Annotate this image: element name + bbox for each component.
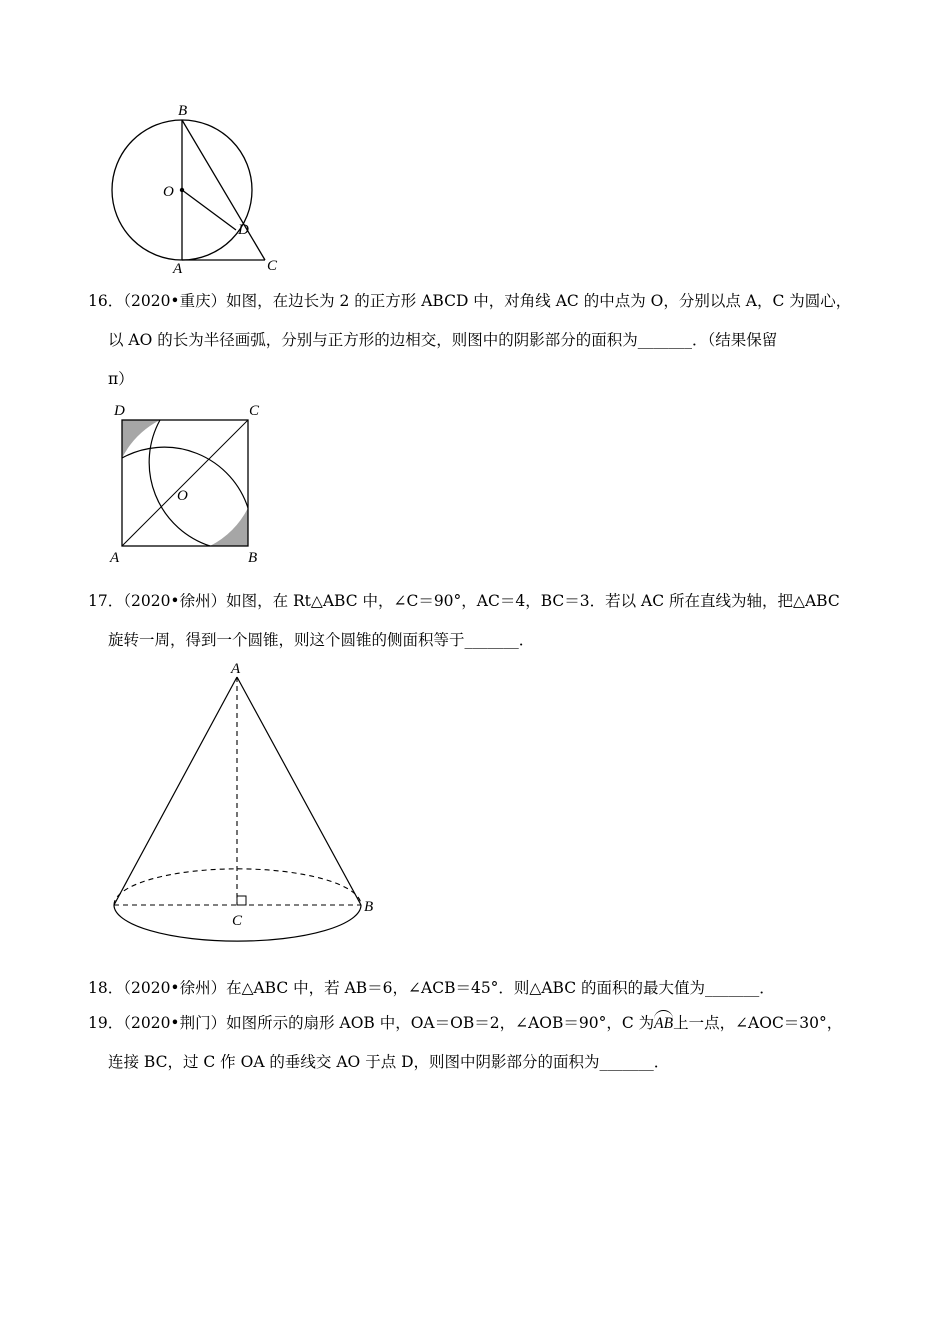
q16-line1 [88, 290, 851, 312]
label-o: O [177, 488, 188, 504]
diagonal-ac [122, 420, 248, 546]
q19-line1 [88, 1012, 842, 1035]
q17-line1 [88, 590, 840, 612]
label-c: C [232, 913, 243, 929]
center-dot [180, 188, 184, 192]
figure-square-arcs [108, 400, 278, 568]
slant-left [114, 677, 237, 905]
q19-number: 19． [88, 1014, 124, 1032]
q19-text-2: 连接 BC，过 C 作 OA 的垂线交 AO 于点 D，则图中阴影部分的面积为_______． [108, 1053, 670, 1071]
label-d: D [114, 403, 125, 419]
right-angle-mark [237, 896, 246, 905]
q16-text-2: 以 AO 的长为半径画弧，分别与正方形的边相交，则图中的阴影部分的面积为_______．（结果保留 [108, 331, 778, 349]
q18-line1 [88, 977, 775, 999]
label-c: C [249, 403, 260, 419]
q16-number: 16． [88, 292, 124, 310]
label-o: O [163, 184, 174, 200]
q16-text-1: （2020•重庆）如图，在边长为 2 的正方形 ABCD 中，对角线 AC 的中点为 O，分别以点 A，C 为圆心， [123, 292, 852, 310]
q16-line2 [108, 329, 777, 351]
label-a: A [231, 661, 241, 677]
label-c: C [267, 258, 278, 274]
label-a: A [173, 261, 183, 277]
q18-number: 18． [88, 979, 124, 997]
q17-line2 [108, 629, 534, 651]
shaded-region-top-left [122, 420, 160, 458]
q19-text-1b: 上一点，∠AOC＝30°， [673, 1014, 843, 1032]
q16-line3 [108, 368, 134, 390]
q19-line2 [108, 1051, 669, 1073]
q19-text-1a: （2020•荆门）如图所示的扇形 AOB 中，OA＝OB＝2，∠AOB＝90°，C 为 [123, 1014, 655, 1032]
label-b: B [248, 550, 258, 566]
label-d: D [238, 222, 249, 238]
q17-text-2: 旋转一周，得到一个圆锥，则这个圆锥的侧面积等于_______． [108, 631, 535, 649]
label-b: B [178, 103, 188, 119]
figure-circle-tangent [100, 98, 290, 280]
q17-text-1: （2020•徐州）如图，在 Rt△ABC 中，∠C＝90°，AC＝4，BC＝3．若以 AC 所在直线为轴，把△ABC [123, 592, 840, 610]
arc-center-c [149, 420, 210, 546]
slant-right [237, 677, 361, 905]
q17-number: 17． [88, 592, 124, 610]
arc-ab-symbol: AB [654, 1013, 673, 1035]
label-a: A [110, 550, 120, 566]
q18-text-1: （2020•徐州）在△ABC 中，若 AB＝6，∠ACB＝45°．则△ABC 的面积的最大值为_______． [123, 979, 775, 997]
segment-od [182, 190, 236, 230]
figure-cone [100, 655, 390, 955]
shaded-region-bottom-right [210, 508, 248, 546]
q16-text-3: π） [108, 370, 134, 388]
label-b: B [364, 899, 374, 915]
